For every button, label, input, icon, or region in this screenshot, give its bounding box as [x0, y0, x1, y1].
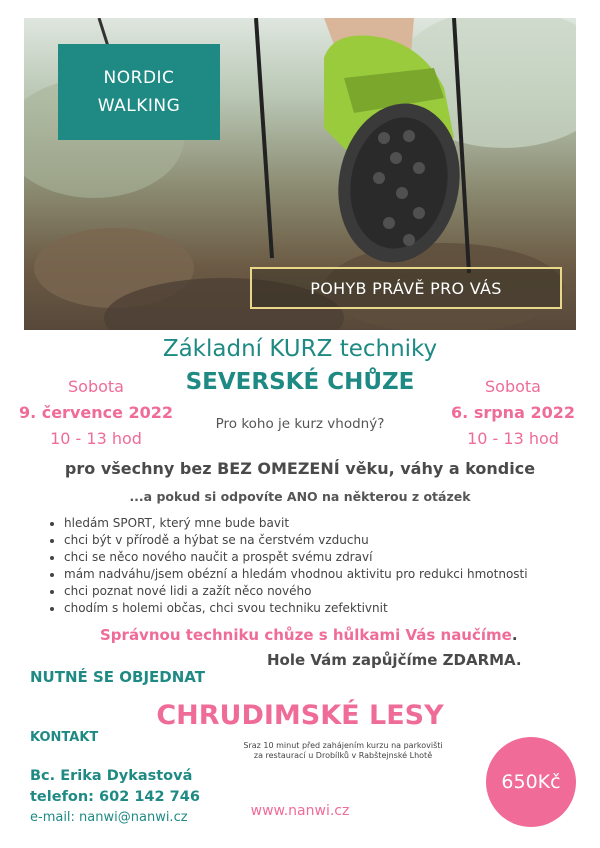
meeting-note [218, 741, 468, 761]
list-item: • chodím s holemi občas, chci svou techniku zefektivnit [64, 600, 528, 617]
list-item: • chci poznat nové lidi a zažít něco nového [64, 583, 528, 600]
teach-text: Správnou techniku chůze s hůlkami Vás naučíme [100, 626, 512, 644]
date-day: Sobota [68, 377, 124, 396]
tagline-box: POHYB PRÁVĚ PRO VÁS [250, 267, 562, 309]
price-badge: 650Kč [486, 737, 576, 827]
course-subtitle: SEVERSKÉ CHŮZE [185, 369, 415, 395]
date-day: Sobota [485, 377, 541, 396]
target-question: Pro koho je kurz vhodný? [215, 416, 385, 432]
location-title: CHRUDIMSKÉ LESY [156, 700, 444, 731]
date-value: 6. srpna 2022 [451, 403, 575, 422]
meeting-line-2: za restaurací u Drobílků v Rabštejnské Lhotě [253, 751, 433, 760]
list-item: • mám nadváhu/jsem obézní a hledám vhodnou aktivitu pro redukci hmotnosti [64, 566, 528, 583]
audience-headline: pro všechny bez BEZ OMEZENÍ věku, váhy a kondice [64, 459, 536, 478]
audience-followup: ...a pokud si odpovíte ANO na některou z otázek [129, 489, 471, 504]
brand-line-2: WALKING [97, 96, 181, 116]
poles-line: Hole Vám zapůjčíme ZDARMA. [267, 651, 522, 669]
contact-heading: KONTAKT [30, 730, 99, 745]
list-item: • chci být v přírodě a hýbat se na čerstvém vzduchu [64, 532, 528, 549]
brand-box [58, 44, 220, 140]
website-link[interactable]: www.nanwi.cz [250, 803, 350, 819]
brand-line-1: NORDIC [103, 68, 175, 88]
date-value: 9. července 2022 [18, 403, 174, 422]
course-title: Základní KURZ techniky [162, 336, 438, 362]
contact-name: Bc. Erika Dykastová [30, 768, 193, 784]
date-block-1 [8, 374, 184, 452]
teach-line [100, 626, 518, 644]
contact-phone[interactable]: telefon: 602 142 746 [30, 789, 200, 805]
list-item: • chci se něco nového naučit a prospět svému zdraví [64, 549, 528, 566]
date-time: 10 - 13 hod [50, 429, 142, 448]
meeting-line-1: Sraz 10 minut před zahájením kurzu na parkovišti [243, 741, 443, 750]
bullet-list [46, 515, 528, 617]
order-notice: NUTNÉ SE OBJEDNAT [30, 668, 205, 686]
date-time: 10 - 13 hod [467, 429, 559, 448]
contact-email[interactable]: e-mail: nanwi@nanwi.cz [30, 810, 188, 825]
teach-dot: . [511, 626, 518, 644]
list-item: • hledám SPORT, který mne bude bavit [64, 515, 528, 532]
date-block-2 [428, 374, 598, 452]
